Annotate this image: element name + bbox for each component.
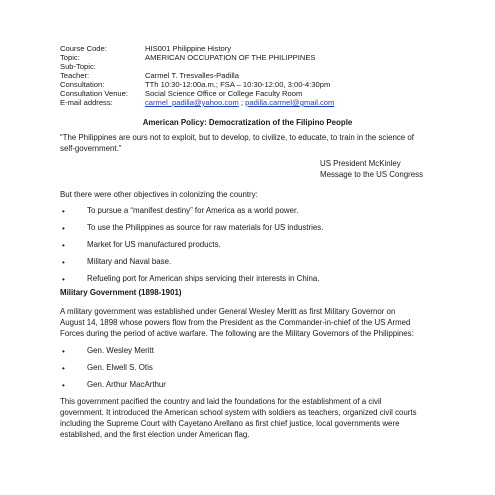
consultation-label: Consultation: bbox=[60, 80, 105, 89]
bullet-icon: • bbox=[62, 275, 65, 284]
topic-value: AMERICAN OCCUPATION OF THE PHILIPPINES bbox=[145, 53, 316, 62]
email-link-yahoo[interactable]: carmel_padilla@yahoo.com bbox=[145, 98, 239, 107]
list-item: Military and Naval base. bbox=[87, 257, 172, 266]
sub-topic-label: Sub-Topic: bbox=[60, 62, 96, 71]
bullet-icon: • bbox=[62, 364, 65, 373]
list-item: To pursue a “manifest destiny” for America as a world power. bbox=[87, 206, 299, 215]
list-item: Market for US manufactured products. bbox=[87, 240, 221, 249]
section-title: American Policy: Democratization of the Filipino People bbox=[142, 118, 353, 127]
closing-para-line-4: established, and the first election under American flag. bbox=[60, 430, 250, 439]
quote-attribution-name: US President McKinley bbox=[320, 159, 401, 168]
quote-line-2: self-government.” bbox=[60, 144, 122, 153]
course-code-label: Course Code: bbox=[60, 44, 107, 53]
military-heading: Military Government (1898-1901) bbox=[60, 288, 182, 297]
email-label: E-mail address: bbox=[60, 98, 113, 107]
consultation-value: TTh 10:30-12:00a.m.; FSA – 10:30-12:00, 3:00-4:30pm bbox=[145, 80, 331, 89]
quote-line-1: “The Philippines are ours not to exploit, but to develop, to civilize, to educate, to train in the science of bbox=[60, 133, 414, 142]
email-separator: ; bbox=[238, 98, 246, 107]
bullet-icon: • bbox=[62, 347, 65, 356]
list-item: Refueling port for American ships servicing their interests in China. bbox=[87, 274, 320, 283]
bullet-icon: • bbox=[62, 241, 65, 250]
closing-para-line-1: This government pacified the country and laid the foundations for the establishment of a civil bbox=[60, 397, 382, 406]
consultation-venue-label: Consultation Venue: bbox=[60, 89, 128, 98]
military-para-line-3: Forces during the period of active warfare. The following are the Military Governors of the Philippines: bbox=[60, 329, 414, 338]
teacher-value: Carmel T. Tresvalles-Padilla bbox=[145, 71, 239, 80]
bullet-icon: • bbox=[62, 381, 65, 390]
bullet-icon: • bbox=[62, 207, 65, 216]
course-code-value: HIS001 Philippine History bbox=[145, 44, 232, 53]
list-item: Gen. Wesley Meritt bbox=[87, 346, 154, 355]
teacher-label: Teacher: bbox=[60, 71, 90, 80]
email-value bbox=[145, 98, 334, 107]
email-link-gmail[interactable]: padilla.carmel@gmail.com bbox=[245, 98, 335, 107]
topic-label: Topic: bbox=[60, 53, 80, 62]
list-item: To use the Philippines as source for raw materials for US industries. bbox=[87, 223, 324, 232]
military-para-line-1: A military government was established under General Wesley Meritt as first Military Governor on bbox=[60, 307, 396, 316]
consultation-venue-value: Social Science Office or College Faculty Room bbox=[145, 89, 303, 98]
closing-para-line-2: government. It introduced the American school system with soldiers as teachers, organized civil courts bbox=[60, 408, 417, 417]
bullet-icon: • bbox=[62, 258, 65, 267]
closing-para-line-3: including the Supreme Court with Cayetano Arellano as first chief justice, local governments were bbox=[60, 419, 400, 428]
list-item: Gen. Arthur MacArthur bbox=[87, 380, 166, 389]
objectives-intro: But there were other objectives in colonizing the country: bbox=[60, 190, 258, 199]
bullet-icon: • bbox=[62, 224, 65, 233]
list-item: Gen. Elwell S. Otis bbox=[87, 363, 153, 372]
military-para-line-2: August 14, 1898 whose powers flow from the President as the Commander-in-chief of the US Armed bbox=[60, 318, 411, 327]
quote-attribution-source: Message to the US Congress bbox=[320, 170, 424, 179]
